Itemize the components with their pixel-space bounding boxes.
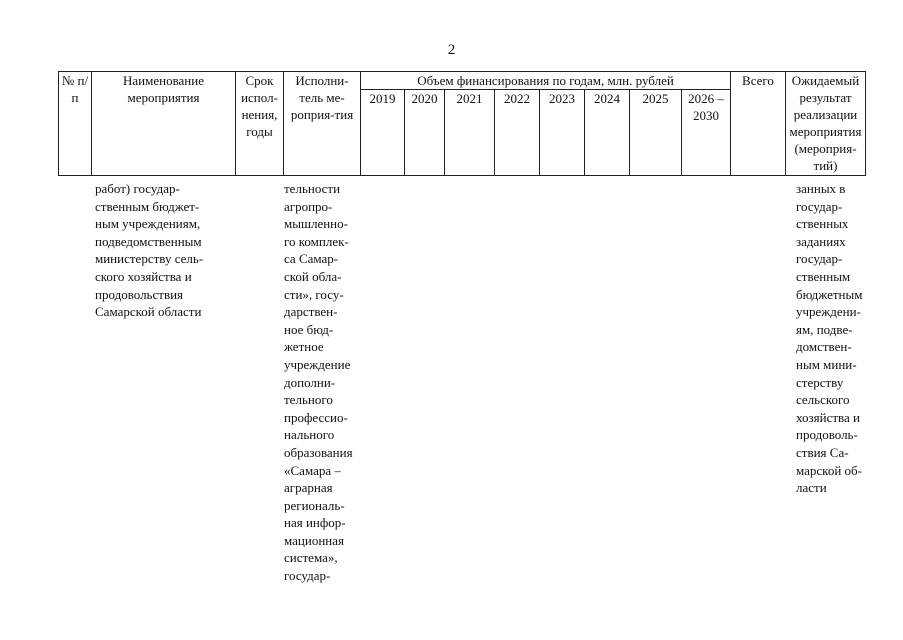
- text-line: тельного: [284, 392, 333, 408]
- text-line: дарствен-: [284, 304, 338, 320]
- text-line: профессио-: [284, 409, 348, 425]
- text-line: образования: [284, 444, 353, 460]
- financing-table-header: [58, 71, 866, 176]
- page-number: 2: [447, 42, 456, 58]
- header-year: 2022: [495, 90, 540, 176]
- text-line: ствия Са-: [796, 444, 849, 460]
- text-line: ской обла-: [284, 268, 342, 284]
- text-line: стерству: [796, 374, 844, 390]
- text-line: мышленно-: [284, 216, 348, 232]
- text-line: мационная: [284, 532, 344, 548]
- text-line: домствен-: [796, 339, 852, 355]
- header-funding-group: Объем финансирования по годам, млн. рублей: [361, 72, 731, 90]
- text-line: го комплек-: [284, 233, 349, 249]
- header-year: 2019: [361, 90, 405, 176]
- text-line: государ-: [796, 251, 843, 267]
- text-line: хозяйства и: [796, 409, 860, 425]
- text-line: ным учреждениям,: [95, 216, 201, 232]
- text-line: марской об-: [796, 462, 862, 478]
- text-line: тельности: [284, 181, 341, 196]
- text-line: государ-: [796, 198, 843, 214]
- text-line: учреждени-: [796, 304, 861, 320]
- header-year: 2021: [445, 90, 495, 176]
- executor-text: [284, 180, 359, 585]
- text-line: аграрная: [284, 480, 333, 496]
- expected-result-text: [796, 180, 878, 497]
- text-line: ная инфор-: [284, 515, 346, 531]
- text-line: министерству сель-: [95, 251, 204, 267]
- text-line: ственным: [796, 268, 851, 284]
- text-line: нального: [284, 427, 335, 443]
- text-line: ственных: [796, 216, 849, 232]
- text-line: бюджетным: [796, 286, 863, 302]
- text-line: заданиях: [796, 233, 846, 249]
- text-line: продоволь-: [796, 427, 858, 443]
- text-line: система»,: [284, 550, 338, 566]
- header-year: 2026 – 2030: [682, 90, 731, 176]
- text-line: ласти: [796, 480, 827, 496]
- text-line: продовольствия: [95, 286, 184, 302]
- header-total: Всего: [731, 72, 786, 176]
- text-line: подведомственным: [95, 233, 202, 249]
- text-line: ным мини-: [796, 356, 857, 372]
- text-line: сельского: [796, 392, 850, 408]
- measure-name-text: [95, 180, 230, 321]
- text-line: ям, подве-: [796, 321, 853, 337]
- header-executor: Исполни-тель ме-роприя-тия: [284, 72, 361, 176]
- text-line: са Самар-: [284, 251, 339, 267]
- text-line: жетное: [284, 339, 324, 355]
- text-line: ное бюд-: [284, 321, 334, 337]
- text-line: Самарской области: [95, 304, 202, 320]
- header-year: 2024: [585, 90, 630, 176]
- text-line: дополни-: [284, 374, 336, 390]
- text-line: «Самара –: [284, 462, 341, 478]
- text-line: учреждение: [284, 356, 351, 372]
- header-year: 2025: [630, 90, 682, 176]
- text-line: ского хозяйства и: [95, 268, 192, 284]
- text-line: занных в: [796, 181, 846, 196]
- header-name: Наименование мероприятия: [92, 72, 236, 176]
- header-result: Ожидаемый результат реализации мероприятия (мероприя-тий): [786, 72, 866, 176]
- text-line: государ-: [284, 568, 331, 584]
- text-line: агропро-: [284, 198, 333, 214]
- header-year: 2023: [540, 90, 585, 176]
- text-line: работ) государ-: [95, 181, 180, 196]
- text-line: ственным бюджет-: [95, 198, 200, 214]
- header-year: 2020: [405, 90, 445, 176]
- text-line: региональ-: [284, 497, 345, 513]
- text-line: сти», госу-: [284, 286, 344, 302]
- header-term: Срок испол-нения, годы: [236, 72, 284, 176]
- header-num: № п/п: [59, 72, 92, 176]
